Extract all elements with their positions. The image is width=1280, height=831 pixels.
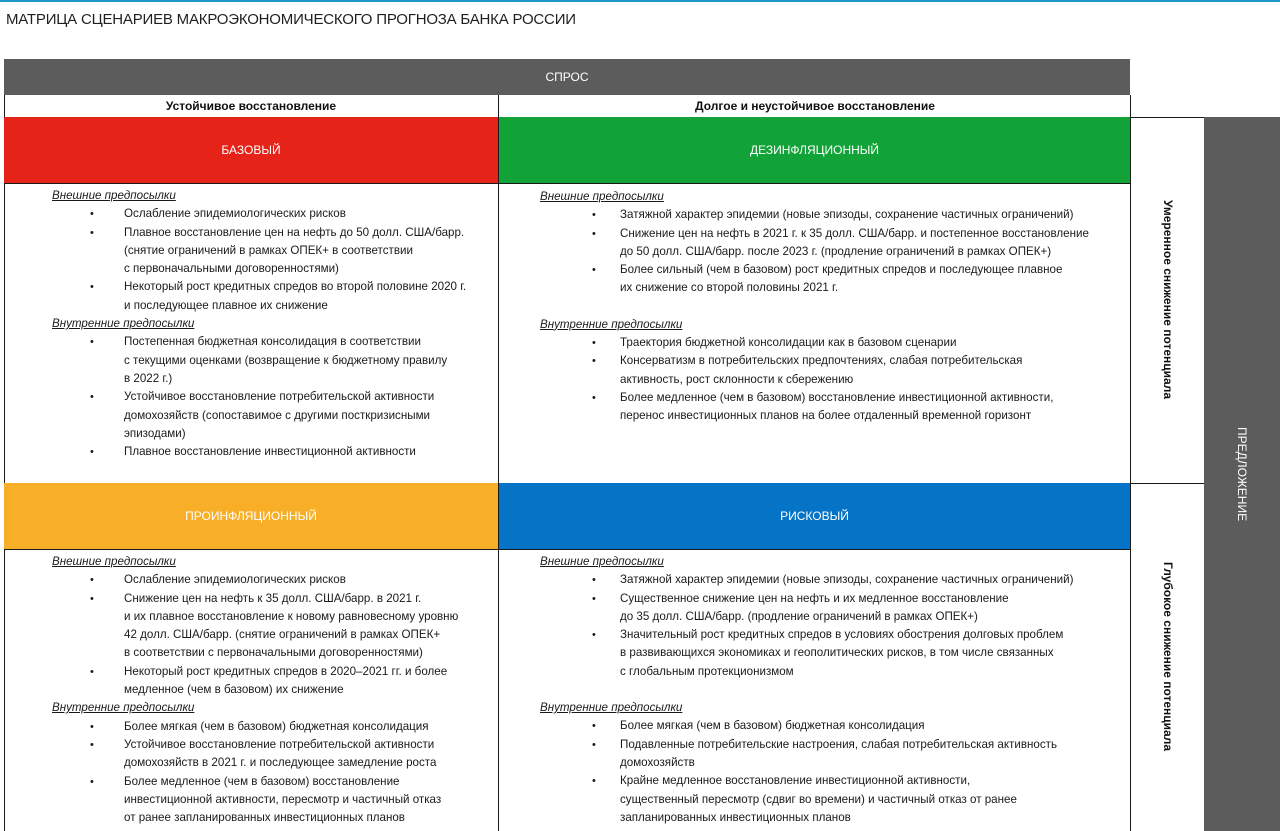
list-item: • Значительный рост кредитных спредов в условиях обострения долговых проблем в развивающихся экономиках и геополитических рисков, в том числе связанных с глобальным протекционизмом: [540, 626, 1128, 681]
scenario-label-risk: РИСКОВЫЙ: [780, 509, 849, 523]
grid-line: [498, 95, 499, 831]
scenario-cell-disinflation: [540, 188, 1128, 426]
list-item: • Консерватизм в потребительских предпочтениях, слабая потребительская активность, рост склонности к сбережению: [540, 352, 1128, 389]
column-header-prolonged: Долгое и неустойчивое восстановление: [695, 99, 935, 113]
list-item: • Крайне медленное восстановление инвестиционной активности, существенный пересмотр (сдвиг во времени) и частичный отказ от ранее запланированных инвестиционных планов: [540, 772, 1128, 827]
scenario-band-risk: [499, 483, 1130, 549]
internal-premises-title: Внутренние предпосылки: [540, 317, 683, 331]
external-premises-title: Внешние предпосылки: [540, 190, 664, 203]
list-item: • Плавное восстановление цен на нефть до 50 долл. США/барр. (снятие ограничений в рамках ОПЕК+ в соответствии с первоначальными договоренностями): [52, 224, 496, 279]
grid-line: [4, 95, 5, 831]
list-item: • Затяжной характер эпидемии (новые эпизоды, сохранение частичных ограничений): [540, 206, 1128, 224]
scenario-label-proinflation: ПРОИНФЛЯЦИОННЫЙ: [185, 509, 317, 523]
internal-premises-title: Внутренние предпосылки: [540, 701, 683, 715]
external-premises-title: Внешние предпосылки: [540, 555, 664, 568]
internal-premises-title: Внутренние предпосылки: [52, 701, 195, 715]
grid-line: [1130, 95, 1131, 831]
list-item: • Траектория бюджетной консолидации как в базовом сценарии: [540, 334, 1128, 352]
list-item: • Некоторый рост кредитных спредов в 2020–2021 гг. и более медленное (чем в базовом) их снижение: [52, 663, 496, 700]
list-item: • Более мягкая (чем в базовом) бюджетная консолидация: [52, 718, 496, 736]
external-premises-title: Внешние предпосылки: [52, 555, 176, 568]
grid-line: [4, 549, 1130, 550]
list-item: • Более сильный (чем в базовом) рост кредитных спредов и последующее плавное их снижение со второй половины 2021 г.: [540, 261, 1128, 298]
internal-premises-title: Внутренние предпосылки: [52, 317, 195, 331]
list-item: • Некоторый рост кредитных спредов во второй половине 2020 г. и последующее плавное их снижение: [52, 278, 496, 315]
scenario-cell-risk: [540, 553, 1128, 827]
list-item: • Снижение цен на нефть к 35 долл. США/барр. в 2021 г. и их плавное восстановление к новому равновесному уровню 42 долл. США/барр. (снятие ограничений в рамках ОПЕК+ в соответствии с первоначальными договоренностями): [52, 590, 496, 663]
list-item: • Подавленные потребительские настроения, слабая потребительская активность домохозяйств: [540, 736, 1128, 773]
list-item: • Более мягкая (чем в базовом) бюджетная консолидация: [540, 717, 1128, 735]
internal-premises-list: [52, 333, 496, 461]
demand-label: СПРОС: [545, 70, 589, 84]
list-item: • Более медленное (чем в базовом) восстановление инвестиционной активности, пересмотр и частичный отказ от ранее запланированных инвестиционных планов: [52, 773, 496, 828]
external-premises-title: Внешние предпосылки: [52, 189, 176, 202]
list-item: • Устойчивое восстановление потребительской активности домохозяйств (сопоставимое с другими посткризисными эпизодами): [52, 388, 496, 443]
list-item: • Постепенная бюджетная консолидация в соответствии с текущими оценками (возвращение к бюджетному правилу в 2022 г.): [52, 333, 496, 388]
internal-premises-list: [540, 334, 1128, 425]
list-item: • Ослабление эпидемиологических рисков: [52, 571, 496, 589]
scenario-cell-proinflation: [52, 553, 496, 827]
internal-premises-list: [540, 717, 1128, 827]
supply-header: [1204, 117, 1280, 831]
external-premises-list: [540, 571, 1128, 681]
row-label-deep: Глубокое снижение потенциала: [1161, 562, 1175, 752]
external-premises-list: [52, 571, 496, 699]
grid-line: [4, 183, 1130, 184]
scenario-cell-base: [52, 187, 496, 461]
page-title: МАТРИЦА СЦЕНАРИЕВ МАКРОЭКОНОМИЧЕСКОГО ПРОГНОЗА БАНКА РОССИИ: [6, 11, 576, 28]
list-item: • Снижение цен на нефть в 2021 г. к 35 долл. США/барр. и постепенное восстановление до 50 долл. США/барр. после 2023 г. (продление ограничений в рамках ОПЕК+): [540, 225, 1128, 262]
scenario-band-disinflation: [499, 117, 1130, 183]
list-item: • Устойчивое восстановление потребительской активности домохозяйств в 2021 г. и последующее замедление роста: [52, 736, 496, 773]
top-accent-line: [0, 0, 1280, 2]
external-premises-list: [540, 206, 1128, 297]
list-item: • Более медленное (чем в базовом) восстановление инвестиционной активности, перенос инвестиционных планов на более отдаленный временной горизонт: [540, 389, 1128, 426]
supply-label: ПРЕДЛОЖЕНИЕ: [1235, 426, 1249, 522]
demand-header: [4, 59, 1130, 95]
scenario-label-base: БАЗОВЫЙ: [221, 143, 281, 157]
scenario-band-base: [4, 117, 498, 183]
scenario-label-disinflation: ДЕЗИНФЛЯЦИОННЫЙ: [749, 143, 880, 157]
list-item: • Ослабление эпидемиологических рисков: [52, 205, 496, 223]
column-header-sustainable: Устойчивое восстановление: [165, 99, 337, 113]
external-premises-list: [52, 205, 496, 315]
scenario-band-proinflation: [4, 483, 498, 549]
list-item: • Затяжной характер эпидемии (новые эпизоды, сохранение частичных ограничений): [540, 571, 1128, 589]
row-label-moderate: Умеренное снижение потенциала: [1161, 200, 1175, 400]
list-item: • Существенное снижение цен на нефть и их медленное восстановление до 35 долл. США/барр. (продление ограничений в рамках ОПЕК+): [540, 590, 1128, 627]
list-item: • Плавное восстановление инвестиционной активности: [52, 443, 496, 461]
internal-premises-list: [52, 718, 496, 828]
